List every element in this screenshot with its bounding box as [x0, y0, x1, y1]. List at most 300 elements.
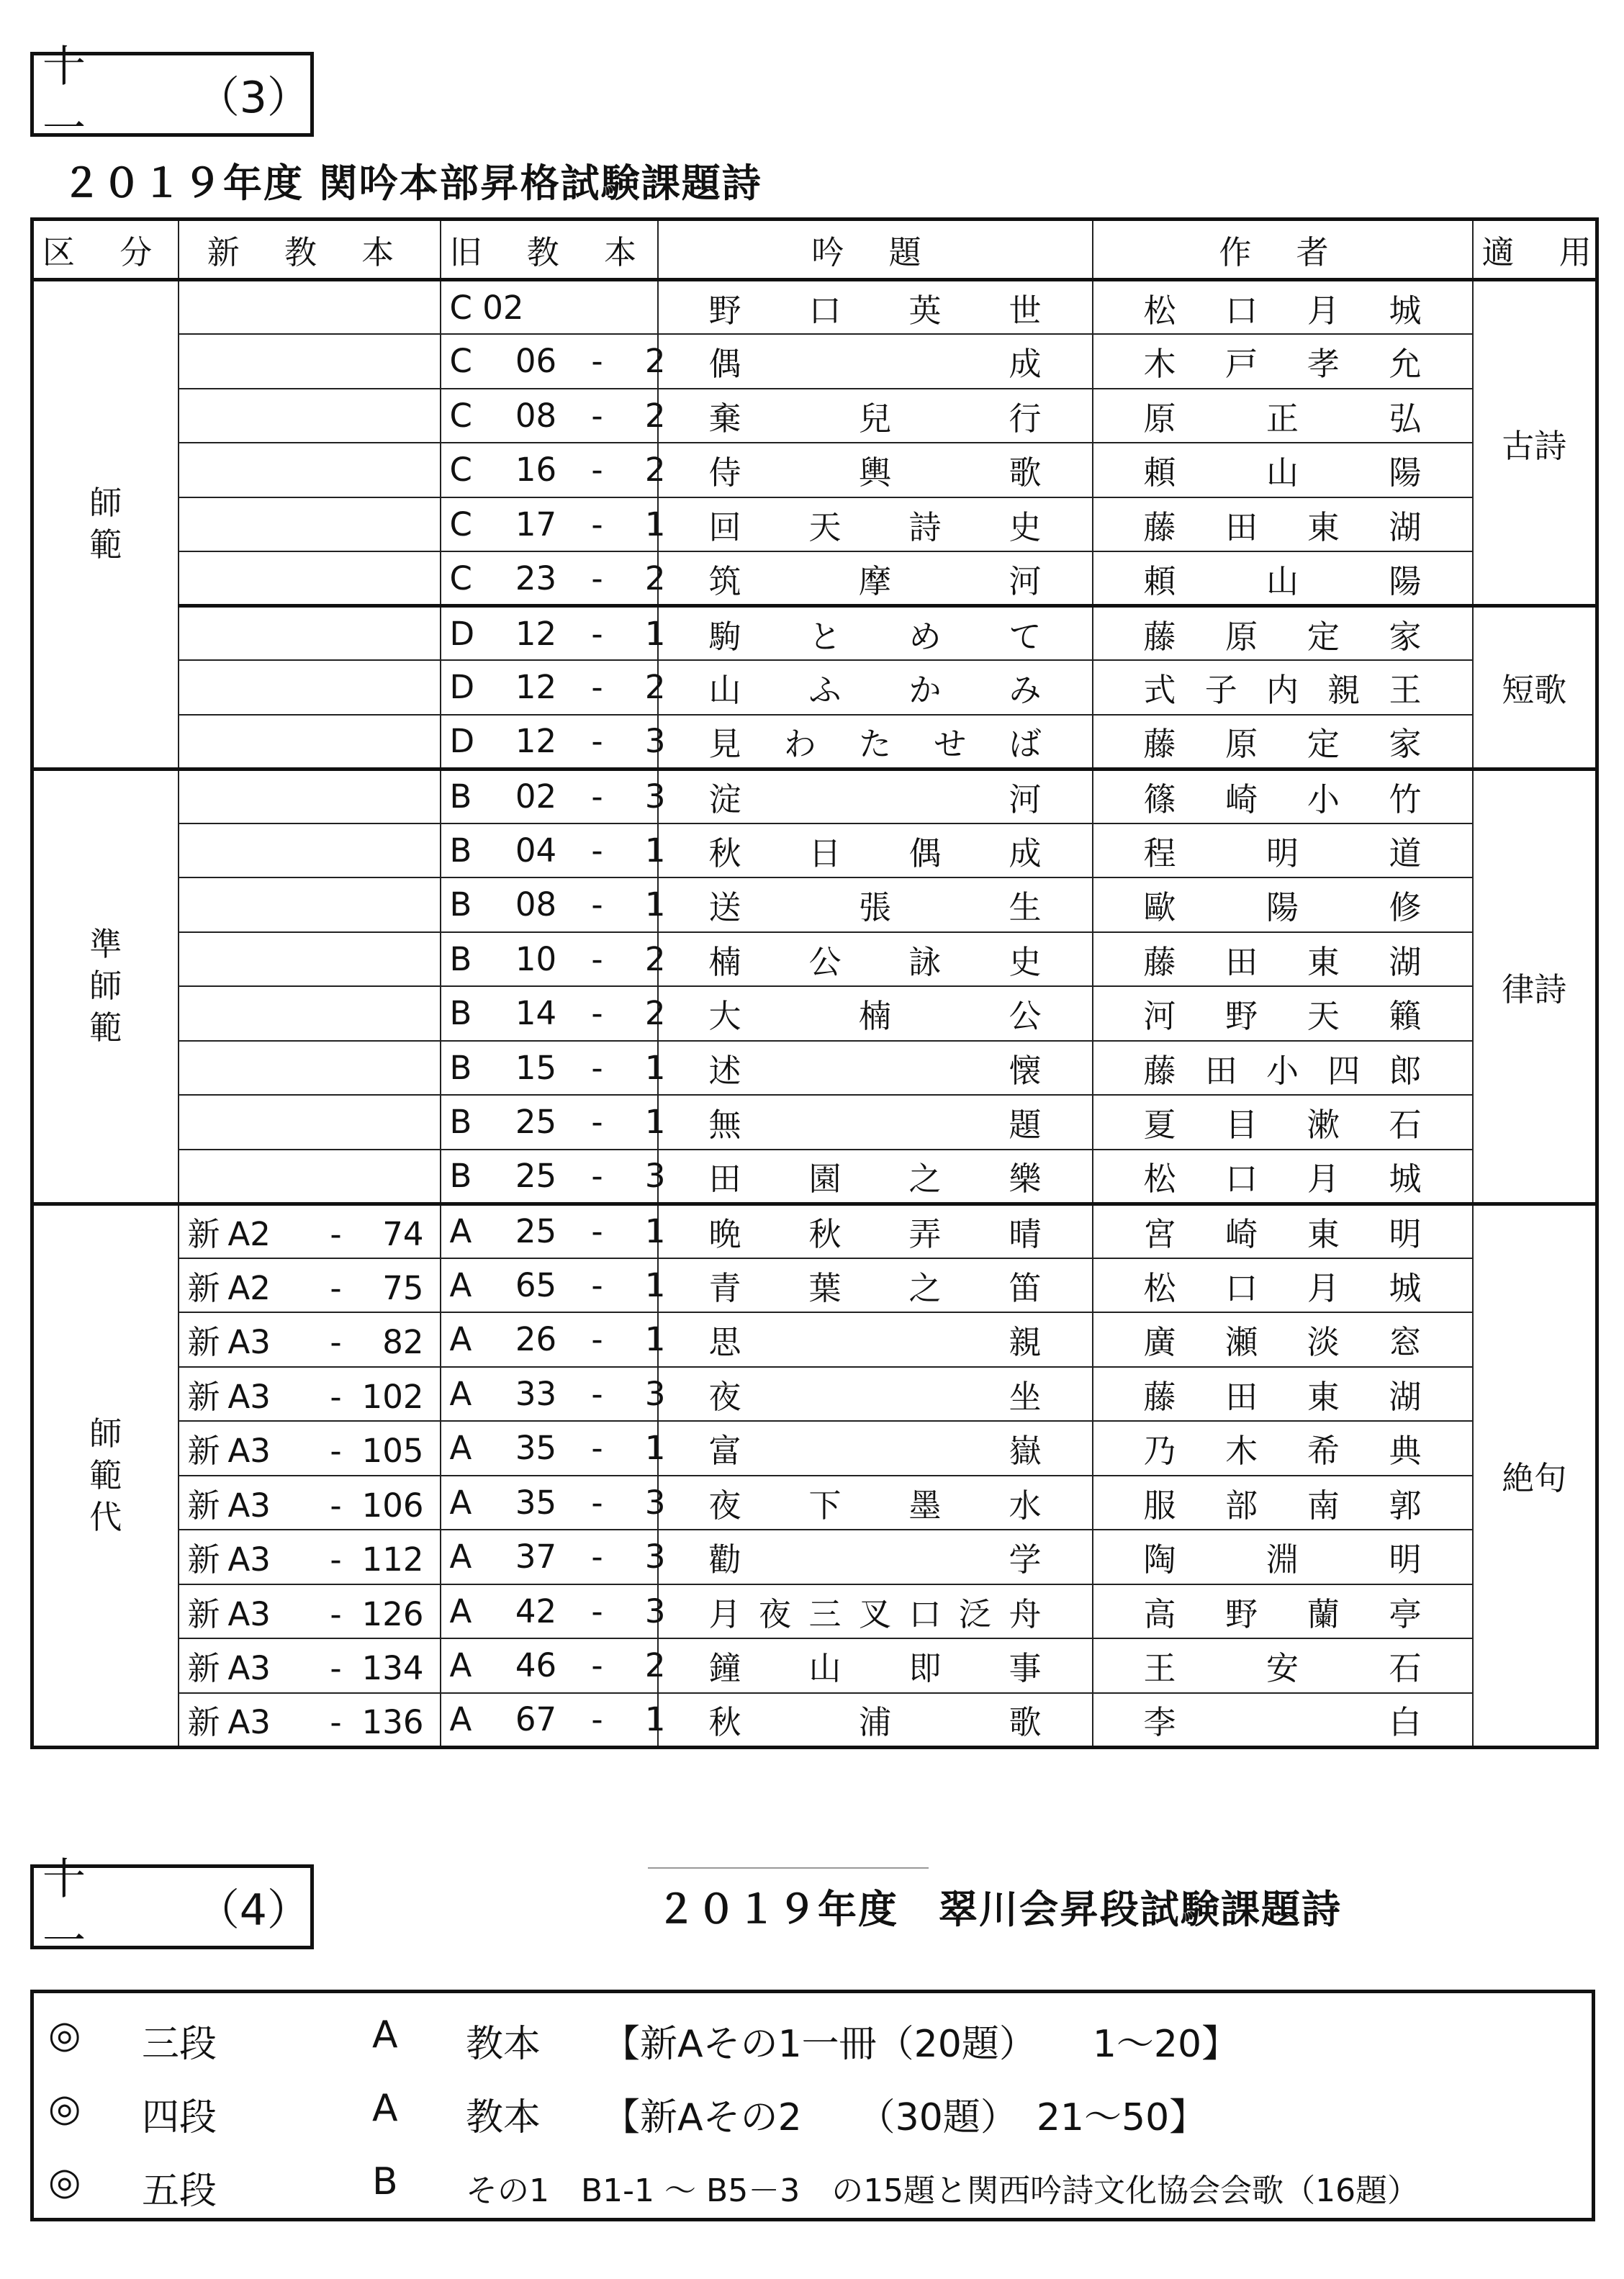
- shin-code-part: 新: [187, 1268, 220, 1307]
- column-header: 新 教 本: [179, 220, 441, 280]
- kyu-kyohon-cell: [441, 1095, 666, 1150]
- dan-label: 五段: [142, 2170, 217, 2213]
- ginda-cell: 田園之樂: [658, 1150, 1093, 1204]
- double-circle-icon: ◎: [48, 2160, 81, 2203]
- kyu-code-part: A: [449, 1592, 472, 1630]
- shin-kyohon-cell: [179, 877, 441, 932]
- shin-code-part: 82: [382, 1323, 424, 1362]
- table-row: [32, 1693, 1597, 1748]
- author-cell: 藤田東湖: [1093, 497, 1473, 552]
- shin-code-part: 112: [361, 1540, 424, 1579]
- kyohon-label: その1 B1-1 ～ B5－3 の15題と関西吟詩文化協会会歌（16題）: [466, 2172, 1420, 2209]
- kyu-code-part: 2: [644, 396, 666, 435]
- kyu-code-part: -: [591, 614, 603, 653]
- header-row: [32, 220, 1597, 280]
- kyu-code-part: 1: [644, 1212, 666, 1250]
- table-row: [32, 551, 1597, 606]
- author-cell: 歐陽修: [1093, 877, 1473, 932]
- shin-code-part: 105: [361, 1432, 424, 1471]
- kyu-kyohon-cell: [441, 280, 658, 335]
- table-row: [32, 389, 1597, 443]
- shin-code-part: -: [330, 1377, 342, 1416]
- kyu-code-part: -: [591, 1265, 603, 1304]
- kyu-code-part: A: [449, 1483, 472, 1522]
- kyu-code-part: 2: [644, 559, 666, 597]
- shin-kyohon-cell: [179, 1095, 441, 1150]
- table-row: [32, 1530, 1597, 1584]
- kyu-code-part: -: [591, 831, 603, 870]
- ginda-cell: 野口英世: [658, 280, 1093, 335]
- section-3-label-box: [30, 42, 314, 154]
- shin-code-part: 新: [187, 1540, 220, 1579]
- table-row: [32, 1584, 1597, 1639]
- tekiyo-cell: 古詩: [1473, 280, 1597, 606]
- shin-code-part: 74: [382, 1215, 424, 1253]
- dan-exam-box: [30, 1990, 1595, 2221]
- shin-code-part: A3: [227, 1594, 271, 1633]
- dan-label: 四段: [142, 2096, 217, 2139]
- kyu-code-part: -: [591, 939, 603, 978]
- kyu-code-part: -: [591, 1700, 603, 1738]
- shin-code-part: 新: [187, 1649, 220, 1688]
- shin-code-part: -: [330, 1594, 342, 1633]
- author-cell: 高野蘭亭: [1093, 1584, 1473, 1639]
- kyu-code-part: 1: [644, 885, 666, 924]
- shin-kyohon-cell: [179, 334, 441, 389]
- ginda-cell: 晩秋弄晴: [658, 1204, 1093, 1258]
- kyu-code-part: 17: [515, 505, 557, 543]
- shin-kyohon-cell: [179, 443, 441, 497]
- column-header: 区 分: [32, 220, 179, 280]
- kyu-code-part: 2: [644, 342, 666, 381]
- section-4-label: 十一: [42, 1854, 86, 1967]
- kyu-code-part: 1: [644, 1700, 666, 1738]
- kyu-code-part: 16: [515, 451, 557, 489]
- kubun-cell: [32, 1204, 179, 1747]
- double-circle-icon: ◎: [48, 2087, 81, 2130]
- kyu-code-part: B: [449, 1157, 472, 1195]
- table-row: [32, 443, 1597, 497]
- shin-code-part: A3: [227, 1377, 271, 1416]
- author-cell: 廣瀬淡窓: [1093, 1312, 1473, 1367]
- kyu-code-part: 37: [515, 1538, 557, 1576]
- kyu-code-part: 3: [644, 1538, 666, 1576]
- kyu-code-part: A: [449, 1320, 472, 1359]
- shin-code-part: 126: [361, 1594, 424, 1633]
- kyu-code-part: -: [591, 1048, 603, 1087]
- shin-kyohon-cell: [179, 1693, 441, 1748]
- shin-code-part: 新: [187, 1323, 220, 1362]
- kyu-kyohon-cell: [441, 877, 666, 932]
- kubun-cell: [32, 769, 179, 1204]
- tekiyo-cell: 絶句: [1473, 1204, 1597, 1747]
- table-row: [32, 986, 1597, 1041]
- kyu-code-part: -: [591, 1320, 603, 1359]
- shin-code-part: 新: [187, 1215, 220, 1253]
- kyu-code-part: 35: [515, 1483, 557, 1522]
- kyu-code-part: B: [449, 777, 472, 816]
- table-row: [32, 280, 1597, 335]
- table-row: [32, 606, 1597, 661]
- kyu-code-part: B: [449, 831, 472, 870]
- ginda-cell: 見わたせば: [658, 715, 1093, 770]
- kyu-code-part: 1: [644, 1265, 666, 1304]
- author-cell: 式子内親王: [1093, 660, 1473, 715]
- kyu-kyohon-cell: [441, 1421, 666, 1476]
- table-row: [32, 1421, 1597, 1476]
- kyu-code-part: D: [449, 722, 475, 760]
- kyu-code-part: 12: [515, 722, 557, 760]
- shin-code-part: 106: [361, 1486, 424, 1525]
- shin-code-part: 新: [187, 1377, 220, 1416]
- section-3-label: 十一: [42, 42, 86, 154]
- ginda-cell: 鐘山即事: [658, 1638, 1093, 1693]
- kyu-kyohon-cell: [441, 1204, 666, 1258]
- kyu-code-part: 1: [644, 614, 666, 653]
- table-row: [32, 1041, 1597, 1096]
- author-cell: 程明道: [1093, 823, 1473, 878]
- kyu-kyohon-cell: [441, 1693, 666, 1748]
- kyu-code-part: C: [449, 505, 472, 543]
- author-cell: 頼山陽: [1093, 443, 1473, 497]
- ginda-cell: 偶成: [658, 334, 1093, 389]
- shin-code-part: -: [330, 1486, 342, 1525]
- kyu-code-part: 12: [515, 614, 557, 653]
- kyu-code-part: 02: [515, 777, 557, 816]
- kyu-kyohon-cell: [441, 1150, 666, 1204]
- author-cell: 宮崎東明: [1093, 1204, 1473, 1258]
- author-cell: 篠崎小竹: [1093, 769, 1473, 823]
- tekiyo-cell: 律詩: [1473, 769, 1597, 1204]
- table-row: [32, 932, 1597, 987]
- kyu-code-part: 35: [515, 1429, 557, 1468]
- class-label: A: [372, 2013, 398, 2057]
- kyu-kyohon-cell: [441, 823, 666, 878]
- author-cell: 河野天籟: [1093, 986, 1473, 1041]
- shin-code-part: 136: [361, 1703, 424, 1741]
- kyu-kyohon-cell: [441, 1258, 666, 1313]
- shin-code-part: A3: [227, 1703, 271, 1741]
- tekiyo-cell: 短歌: [1473, 606, 1597, 770]
- shin-kyohon-cell: [179, 660, 441, 715]
- kyu-code-part: -: [591, 1538, 603, 1576]
- author-cell: 陶淵明: [1093, 1530, 1473, 1584]
- author-cell: 藤原定家: [1093, 715, 1473, 770]
- shin-code-part: 75: [382, 1268, 424, 1307]
- kyu-code-part: C: [449, 342, 472, 381]
- kyu-code-part: A: [449, 1212, 472, 1250]
- shin-kyohon-cell: [179, 1204, 441, 1258]
- kyu-code-part: C: [449, 451, 472, 489]
- author-cell: 乃木希典: [1093, 1421, 1473, 1476]
- kyu-code-part: 3: [644, 722, 666, 760]
- shin-kyohon-cell: [179, 823, 441, 878]
- ginda-cell: 勸学: [658, 1530, 1093, 1584]
- detail-text: 【新Aその2 （30題） 21～50】: [603, 2096, 1207, 2139]
- shin-kyohon-cell: [179, 1476, 441, 1530]
- author-cell: 木戸孝允: [1093, 334, 1473, 389]
- kyu-code-part: -: [591, 722, 603, 760]
- author-cell: 藤田東湖: [1093, 1367, 1473, 1422]
- ginda-cell: 述懐: [658, 1041, 1093, 1096]
- section-3-title: ２０１９年度 関吟本部昇格試験課題詩: [62, 161, 762, 206]
- kyu-code-part: -: [591, 994, 603, 1033]
- kyu-kyohon-cell: [441, 932, 666, 987]
- shin-code-part: -: [330, 1540, 342, 1579]
- author-cell: 藤原定家: [1093, 606, 1473, 661]
- kyu-code-part: -: [591, 342, 603, 381]
- kyu-code-part: 2: [644, 451, 666, 489]
- shin-kyohon-cell: [179, 1367, 441, 1422]
- detail-text: 【新Aその1一冊（20題） 1～20】: [603, 2023, 1240, 2066]
- kyu-kyohon-cell: [441, 1041, 666, 1096]
- table-row: [32, 660, 1597, 715]
- shin-kyohon-cell: [179, 497, 441, 552]
- shin-code-part: -: [330, 1703, 342, 1741]
- kyu-code-part: -: [591, 396, 603, 435]
- table-row: [32, 769, 1597, 823]
- table-row: [32, 1095, 1597, 1150]
- ginda-cell: 秋浦歌: [658, 1693, 1093, 1748]
- kyu-code-part: -: [591, 451, 603, 489]
- title-rule: [648, 1867, 929, 1869]
- kyu-code-part: 1: [644, 505, 666, 543]
- ginda-cell: 夜下墨水: [658, 1476, 1093, 1530]
- kyu-code-part: -: [591, 1374, 603, 1413]
- kyu-code-part: A: [449, 1646, 472, 1685]
- class-label: A: [372, 2087, 398, 2130]
- kyu-code-part: 1: [644, 1048, 666, 1087]
- kyu-kyohon-cell: [441, 334, 666, 389]
- table-row: [32, 823, 1597, 878]
- table-row: [32, 334, 1597, 389]
- kyu-code-part: 1: [644, 1320, 666, 1359]
- shin-kyohon-cell: [179, 1041, 441, 1096]
- shin-code-part: 134: [361, 1649, 424, 1688]
- kyu-code-part: 3: [644, 1374, 666, 1413]
- table-row: [32, 877, 1597, 932]
- kyohon-label: 教本: [466, 2096, 541, 2139]
- shin-kyohon-cell: [179, 769, 441, 823]
- author-cell: 服部南郭: [1093, 1476, 1473, 1530]
- kyu-code-part: -: [591, 1646, 603, 1685]
- kyu-code-part: A: [449, 1538, 472, 1576]
- author-cell: 夏目漱石: [1093, 1095, 1473, 1150]
- kyu-kyohon-cell: [441, 443, 666, 497]
- kyu-code-part: 33: [515, 1374, 557, 1413]
- kyu-code-part: C 02: [449, 288, 524, 327]
- kubun-cell: [32, 280, 179, 770]
- kyu-kyohon-cell: [441, 389, 666, 443]
- shin-code-part: 新: [187, 1594, 220, 1633]
- kyu-kyohon-cell: [441, 986, 666, 1041]
- kyu-code-part: 3: [644, 1157, 666, 1195]
- ginda-cell: 無題: [658, 1095, 1093, 1150]
- ginda-cell: 秋日偶成: [658, 823, 1093, 878]
- dan-label: 三段: [142, 2023, 217, 2066]
- author-cell: 頼山陽: [1093, 551, 1473, 606]
- shin-code-part: -: [330, 1268, 342, 1307]
- ginda-cell: 富嶽: [658, 1421, 1093, 1476]
- author-cell: 李白: [1093, 1693, 1473, 1748]
- shin-code-part: -: [330, 1432, 342, 1471]
- table-row: [32, 1476, 1597, 1530]
- kyu-kyohon-cell: [441, 715, 666, 770]
- kubun-label: 準師範: [89, 925, 122, 1047]
- shin-kyohon-cell: [179, 715, 441, 770]
- kyu-code-part: 2: [644, 994, 666, 1033]
- kyu-code-part: B: [449, 885, 472, 924]
- kyu-kyohon-cell: [441, 606, 666, 661]
- author-cell: 松口月城: [1093, 1150, 1473, 1204]
- kyu-code-part: -: [591, 1483, 603, 1522]
- shin-code-part: A2: [227, 1215, 271, 1253]
- table-row: [32, 1312, 1597, 1367]
- column-header: 作 者: [1093, 220, 1473, 280]
- kyu-code-part: 65: [515, 1265, 557, 1304]
- kyu-code-part: 1: [644, 1103, 666, 1142]
- kyu-code-part: B: [449, 1103, 472, 1142]
- class-label: B: [372, 2160, 398, 2203]
- ginda-cell: 思親: [658, 1312, 1093, 1367]
- author-cell: 王安石: [1093, 1638, 1473, 1693]
- shin-kyohon-cell: [179, 1530, 441, 1584]
- shin-code-part: A3: [227, 1540, 271, 1579]
- kyu-code-part: 08: [515, 885, 557, 924]
- kyu-kyohon-cell: [441, 660, 666, 715]
- column-header: 吟 題: [658, 220, 1093, 280]
- shin-kyohon-cell: [179, 1421, 441, 1476]
- ginda-cell: 青葉之笛: [658, 1258, 1093, 1313]
- shin-kyohon-cell: [179, 1584, 441, 1639]
- section-4-title: ２０１９年度 翠川会昇段試験課題詩: [657, 1887, 1342, 1932]
- kyu-code-part: 23: [515, 559, 557, 597]
- shin-kyohon-cell: [179, 1638, 441, 1693]
- ginda-cell: 駒とめて: [658, 606, 1093, 661]
- kyu-code-part: 46: [515, 1646, 557, 1685]
- shin-kyohon-cell: [179, 389, 441, 443]
- kyu-code-part: A: [449, 1700, 472, 1738]
- shin-code-part: 102: [361, 1377, 424, 1416]
- ginda-cell: 楠公詠史: [658, 932, 1093, 987]
- kyu-code-part: 12: [515, 668, 557, 707]
- shin-code-part: A3: [227, 1486, 271, 1525]
- shin-code-part: 新: [187, 1703, 220, 1741]
- author-cell: 藤田小四郎: [1093, 1041, 1473, 1096]
- kyu-kyohon-cell: [441, 1638, 666, 1693]
- kyu-code-part: 26: [515, 1320, 557, 1359]
- kyu-code-part: 42: [515, 1592, 557, 1630]
- ginda-cell: 侍輿歌: [658, 443, 1093, 497]
- kyu-code-part: -: [591, 885, 603, 924]
- kyu-code-part: 3: [644, 1483, 666, 1522]
- kyu-code-part: 1: [644, 1429, 666, 1468]
- kyu-kyohon-cell: [441, 1584, 666, 1639]
- kyu-kyohon-cell: [441, 1312, 666, 1367]
- kyu-code-part: D: [449, 614, 475, 653]
- kubun-label: 師範: [89, 484, 122, 564]
- ginda-cell: 月夜三叉口泛舟: [658, 1584, 1093, 1639]
- kyohon-label: 教本: [466, 2023, 541, 2066]
- shin-code-part: -: [330, 1215, 342, 1253]
- kyu-kyohon-cell: [441, 551, 666, 606]
- kyu-code-part: 2: [644, 668, 666, 707]
- kyu-code-part: A: [449, 1374, 472, 1413]
- table-row: [32, 1258, 1597, 1313]
- shin-kyohon-cell: [179, 1312, 441, 1367]
- double-circle-icon: ◎: [48, 2013, 81, 2057]
- shin-kyohon-cell: [179, 551, 441, 606]
- kyu-code-part: 3: [644, 1592, 666, 1630]
- shin-code-part: A2: [227, 1268, 271, 1307]
- table-row: [32, 715, 1597, 770]
- ginda-cell: 山ふかみ: [658, 660, 1093, 715]
- kyu-code-part: 10: [515, 939, 557, 978]
- kyu-code-part: 67: [515, 1700, 557, 1738]
- ginda-cell: 夜坐: [658, 1367, 1093, 1422]
- ginda-cell: 回天詩史: [658, 497, 1093, 552]
- author-cell: 松口月城: [1093, 280, 1473, 335]
- ginda-cell: 棄兒行: [658, 389, 1093, 443]
- kyu-kyohon-cell: [441, 1367, 666, 1422]
- kyu-code-part: -: [591, 1103, 603, 1142]
- kyu-code-part: 25: [515, 1157, 557, 1195]
- kubun-label: 師範代: [89, 1414, 122, 1536]
- kyu-code-part: 1: [644, 831, 666, 870]
- shin-code-part: A3: [227, 1649, 271, 1688]
- kyu-code-part: -: [591, 1157, 603, 1195]
- exam-table: [30, 217, 1609, 1749]
- shin-code-part: -: [330, 1323, 342, 1362]
- shin-kyohon-cell: [179, 1258, 441, 1313]
- kyu-code-part: -: [591, 1429, 603, 1468]
- table-row: [32, 1204, 1597, 1258]
- shin-code-part: 新: [187, 1432, 220, 1471]
- kyu-code-part: 25: [515, 1212, 557, 1250]
- ginda-cell: 大楠公: [658, 986, 1093, 1041]
- kyu-code-part: 08: [515, 396, 557, 435]
- shin-kyohon-cell: [179, 606, 441, 661]
- shin-code-part: -: [330, 1649, 342, 1688]
- kyu-code-part: B: [449, 1048, 472, 1087]
- kyu-code-part: A: [449, 1429, 472, 1468]
- kyu-code-part: 3: [644, 777, 666, 816]
- shin-kyohon-cell: [179, 280, 441, 335]
- kyu-kyohon-cell: [441, 1476, 666, 1530]
- kyu-code-part: 15: [515, 1048, 557, 1087]
- kyu-code-part: 2: [644, 939, 666, 978]
- ginda-cell: 筑摩河: [658, 551, 1093, 606]
- table-row: [32, 1638, 1597, 1693]
- kyu-code-part: -: [591, 1212, 603, 1250]
- shin-kyohon-cell: [179, 932, 441, 987]
- shin-kyohon-cell: [179, 986, 441, 1041]
- kyu-code-part: B: [449, 994, 472, 1033]
- kyu-code-part: -: [591, 559, 603, 597]
- table-row: [32, 1367, 1597, 1422]
- kyu-code-part: 14: [515, 994, 557, 1033]
- kyu-kyohon-cell: [441, 497, 666, 552]
- section-4-label-box: [30, 1854, 314, 1967]
- column-header: 適 用: [1473, 220, 1597, 280]
- kyu-code-part: A: [449, 1265, 472, 1304]
- author-cell: 藤田東湖: [1093, 932, 1473, 987]
- kyu-code-part: -: [591, 668, 603, 707]
- kyu-code-part: 25: [515, 1103, 557, 1142]
- author-cell: 松口月城: [1093, 1258, 1473, 1313]
- kyu-code-part: C: [449, 396, 472, 435]
- table-row: [32, 497, 1597, 552]
